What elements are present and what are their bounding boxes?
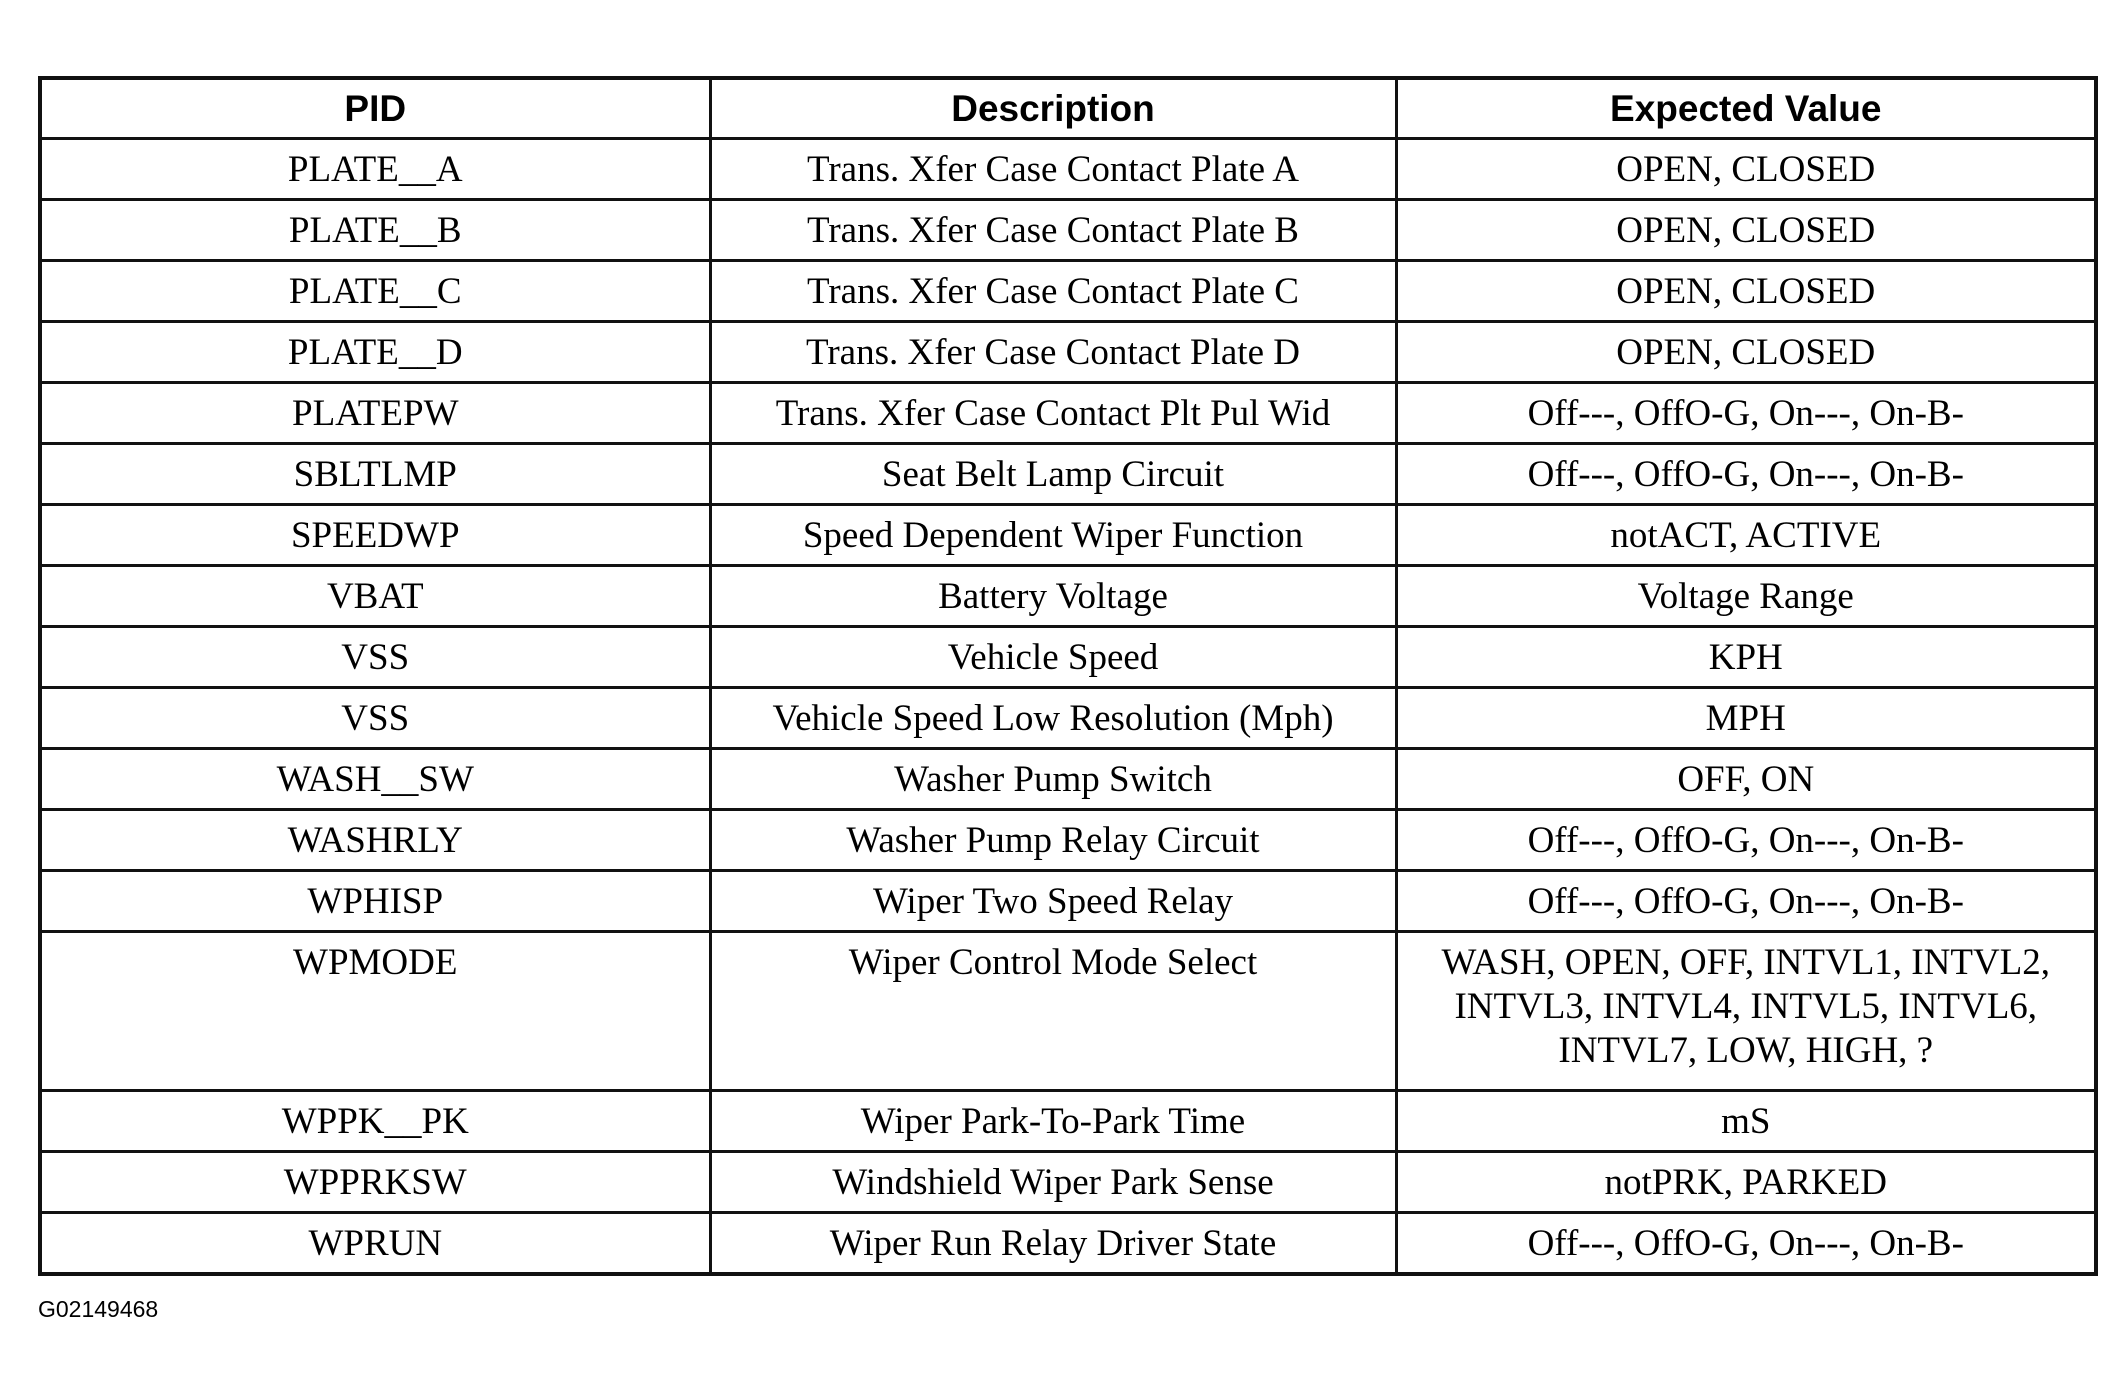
table-row xyxy=(40,688,2096,749)
header-row xyxy=(40,78,2096,139)
table-row xyxy=(40,1152,2096,1213)
description-cell: Vehicle Speed Low Resolution (Mph) xyxy=(710,688,1396,749)
pid-cell: PLATE__A xyxy=(40,139,710,200)
table-row xyxy=(40,383,2096,444)
pid-cell: PLATE__C xyxy=(40,261,710,322)
expected-value-cell: OPEN, CLOSED xyxy=(1396,322,2096,383)
expected-value-cell: MPH xyxy=(1396,688,2096,749)
table-row xyxy=(40,444,2096,505)
table-row xyxy=(40,810,2096,871)
pid-cell: WPPK__PK xyxy=(40,1091,710,1152)
table-row xyxy=(40,505,2096,566)
description-cell: Washer Pump Relay Circuit xyxy=(710,810,1396,871)
description-cell: Wiper Run Relay Driver State xyxy=(710,1213,1396,1275)
description-cell: Trans. Xfer Case Contact Plate B xyxy=(710,200,1396,261)
description-cell: Speed Dependent Wiper Function xyxy=(710,505,1396,566)
expected-value-cell: OPEN, CLOSED xyxy=(1396,261,2096,322)
pid-cell: SPEEDWP xyxy=(40,505,710,566)
header-description: Description xyxy=(710,78,1396,139)
table-row xyxy=(40,1091,2096,1152)
expected-value-cell: Off---, OffO-G, On---, On-B- xyxy=(1396,444,2096,505)
description-cell: Washer Pump Switch xyxy=(710,749,1396,810)
pid-table xyxy=(38,76,2098,1276)
table-row xyxy=(40,627,2096,688)
description-cell: Seat Belt Lamp Circuit xyxy=(710,444,1396,505)
table-row xyxy=(40,932,2096,1091)
expected-value-cell: Off---, OffO-G, On---, On-B- xyxy=(1396,871,2096,932)
pid-cell: WASH__SW xyxy=(40,749,710,810)
description-cell: Wiper Park-To-Park Time xyxy=(710,1091,1396,1152)
description-cell: Wiper Control Mode Select xyxy=(710,932,1396,1091)
table-row xyxy=(40,261,2096,322)
expected-value-cell: OFF, ON xyxy=(1396,749,2096,810)
expected-value-cell: notACT, ACTIVE xyxy=(1396,505,2096,566)
figure-id: G02149468 xyxy=(38,1296,159,1322)
table-row xyxy=(40,566,2096,627)
pid-cell: PLATEPW xyxy=(40,383,710,444)
table-row xyxy=(40,322,2096,383)
pid-cell: VSS xyxy=(40,688,710,749)
pid-cell: WPHISP xyxy=(40,871,710,932)
expected-value-cell: WASH, OPEN, OFF, INTVL1, INTVL2, INTVL3, INTVL4, INTVL5, INTVL6, INTVL7, LOW, HIGH, ? xyxy=(1396,932,2096,1091)
expected-value-cell: OPEN, CLOSED xyxy=(1396,139,2096,200)
description-cell: Trans. Xfer Case Contact Plate D xyxy=(710,322,1396,383)
header-pid: PID xyxy=(40,78,710,139)
description-cell: Battery Voltage xyxy=(710,566,1396,627)
header-expected-value: Expected Value xyxy=(1396,78,2096,139)
pid-cell: WPPRKSW xyxy=(40,1152,710,1213)
table-row xyxy=(40,200,2096,261)
pid-cell: WASHRLY xyxy=(40,810,710,871)
table-row xyxy=(40,1213,2096,1275)
expected-value-cell: OPEN, CLOSED xyxy=(1396,200,2096,261)
description-cell: Windshield Wiper Park Sense xyxy=(710,1152,1396,1213)
expected-value-cell: Voltage Range xyxy=(1396,566,2096,627)
description-cell: Wiper Two Speed Relay xyxy=(710,871,1396,932)
description-cell: Trans. Xfer Case Contact Plt Pul Wid xyxy=(710,383,1396,444)
description-cell: Vehicle Speed xyxy=(710,627,1396,688)
expected-value-cell: notPRK, PARKED xyxy=(1396,1152,2096,1213)
expected-value-cell: Off---, OffO-G, On---, On-B- xyxy=(1396,810,2096,871)
table-row xyxy=(40,749,2096,810)
description-cell: Trans. Xfer Case Contact Plate A xyxy=(710,139,1396,200)
table-row xyxy=(40,139,2096,200)
pid-cell: SBLTLMP xyxy=(40,444,710,505)
pid-cell: WPRUN xyxy=(40,1213,710,1275)
expected-value-cell: mS xyxy=(1396,1091,2096,1152)
expected-value-cell: Off---, OffO-G, On---, On-B- xyxy=(1396,1213,2096,1275)
expected-value-cell: KPH xyxy=(1396,627,2096,688)
pid-cell: VSS xyxy=(40,627,710,688)
table-row xyxy=(40,871,2096,932)
pid-cell: PLATE__B xyxy=(40,200,710,261)
pid-cell: PLATE__D xyxy=(40,322,710,383)
pid-cell: VBAT xyxy=(40,566,710,627)
pid-cell: WPMODE xyxy=(40,932,710,1091)
expected-value-cell: Off---, OffO-G, On---, On-B- xyxy=(1396,383,2096,444)
description-cell: Trans. Xfer Case Contact Plate C xyxy=(710,261,1396,322)
